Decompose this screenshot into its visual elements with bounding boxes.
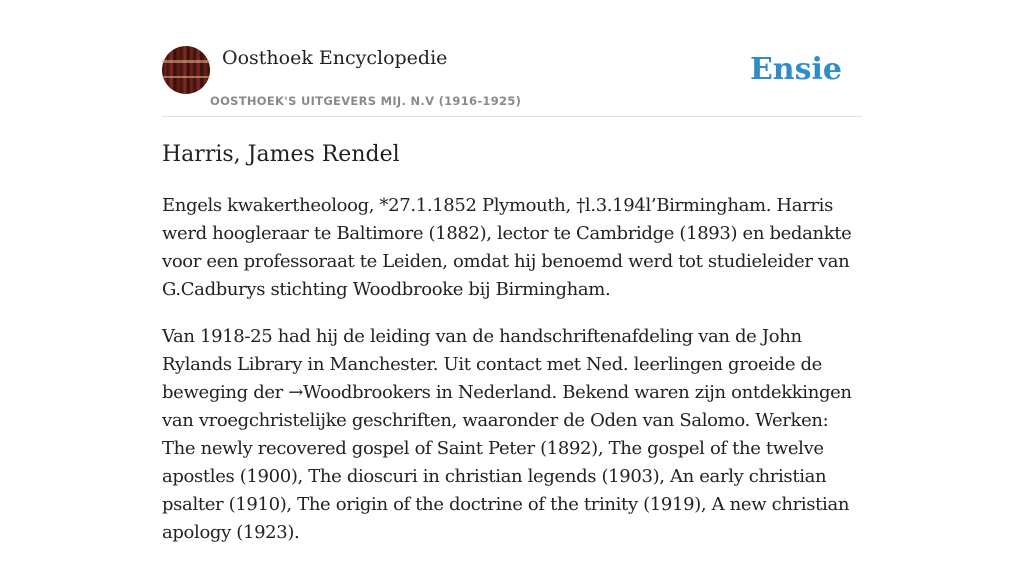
- ensie-logo-link[interactable]: Ensie: [749, 52, 842, 87]
- article-paragraph: Engels kwakertheoloog, *27.1.1852 Plymouth, †l.3.194l’Birmingham. Harris werd hoogleraar te Baltimore (1882), lector te Cambridge (1893) en bedankte voor een professoraat te Leiden, omdat hij benoemd werd tot studieleider van G.Cadburys stichting Woodbrooke bij Birmingham.: [162, 195, 852, 300]
- avatar-band: [162, 76, 210, 78]
- article-paragraph: Van 1918-25 had hij de leiding van de handschriftenafdeling van de John Rylands Library in Manchester. Uit contact met Ned. leerlingen groeide de beweging der →Woodbrookers in Nederland. Bekend waren zijn ontdekkingen van vroegchristelijke geschriften, waaronder de Oden van Salomo. Werken: The newly recovered gospel of Saint Peter (1892), The gospel of the twelve apostles (1900), The dioscuri in christian legends (1903), An early christian psalter (1910), The origin of the doctrine of the trinity (1919), A new christian apology (1923).: [162, 326, 852, 543]
- avatar-band: [162, 60, 210, 63]
- article-body: [162, 192, 862, 566]
- site-name-link[interactable]: Oosthoek Encyclopedie: [222, 47, 448, 69]
- publisher-label: OOSTHOEK'S UITGEVERS MIJ. N.V (1916-1925): [210, 94, 522, 108]
- page-title: Harris, James Rendel: [162, 142, 400, 167]
- site-header: [162, 46, 862, 117]
- book-spines-icon[interactable]: [162, 46, 210, 94]
